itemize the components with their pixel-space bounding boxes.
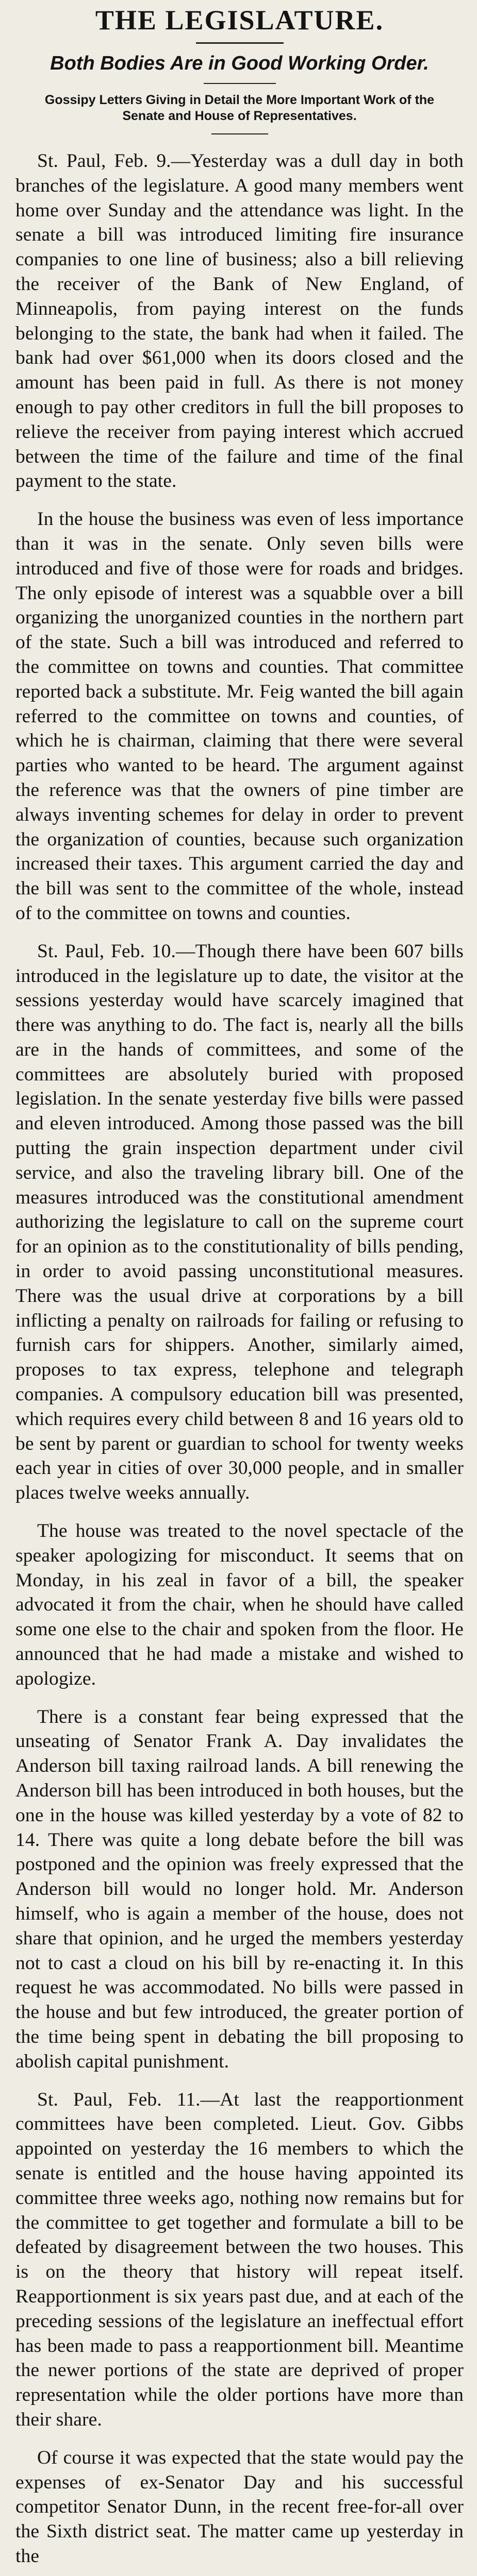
deck-rule [204, 83, 276, 84]
headline: THE LEGISLATURE. [95, 5, 384, 36]
headline-rule [196, 42, 284, 44]
subdeck-rule [211, 133, 268, 134]
paragraph: St. Paul, Feb. 10.—Though there have been 607 bills introduced in the legislature up to date, the visitor at the sessions yesterday would have scarcely imagined that there was anything to do. The fact is, nearly all the bills are in the hands of committees, and some of the committees are absolutely buried with proposed legislation. In the senate yesterday five bills were passed and eleven introduced. Among those passed was the bill putting the grain inspection department under civil service, and also the traveling library bill. One of the measures introduced was the constitutional amendment authorizing the legislature to call on the supreme court for an opinion as to the constitutionality of bills pending, in order to avoid passing unconstitutional measures. There was the usual drive at corporations by a bill inflicting a penalty on railroads for failing or refusing to furnish cars for shippers. Another, similarly aimed, proposes to tax express, telephone and telegraph companies. A compulsory education bill was presented, which requires every child between 8 and 16 years old to be sent by parent or guardian to school for twenty weeks each year in cities of over 30,000 people, and in smaller places twelve weeks annually. [15, 940, 464, 1504]
subdeck: Gossipy Letters Giving in Detail the More Important Work of the Senate and House of Representatives. [44, 93, 435, 123]
paragraph: In the house the business was even of less importance than it was in the senate. Only seven bills were introduced and five of those were for roads and bridges. The only episode of interest was a squabble over a bill organizing the unorganized counties in the northern part of the state. Such a bill was introduced and referred to the committee on towns and counties. That committee reported back a substitute. Mr. Feig wanted the bill again referred to the committee on towns and counties, of which he is chairman, claiming that there were several parties who wanted to be heard. The argument against the reference was that the owners of pine timber are always inventing schemes for delay in order to prevent the organization of counties, because such organization increased their taxes. This argument carried the day and the bill was sent to the committee of the whole, instead of to the committee on towns and counties. [15, 509, 464, 924]
paragraph: St. Paul, Feb. 9.—Yesterday was a dull day in both branches of the legislature. A good many members went home over Sunday and the attendance was light. In the senate a bill was introduced limiting fire insurance companies to one line of business; also a bill relieving the receiver of the Bank of New England, of Minneapolis, from paying interest on the funds belonging to the state, the bank had when it failed. The bank had over $61,000 when its doors closed and the amount has been paid in full. As there is not money enough to pay other creditors in full the bill proposes to relieve the receiver from paying interest which accrued between the time of the failure and time of the final payment to the state. [15, 150, 464, 492]
paragraph: Of course it was expected that the state would pay the expenses of ex-Senator Day and his successful competitor Senator Dunn, in the recent free-for-all over the Sixth district seat. The matter came up yesterday in the [15, 2447, 464, 2567]
paragraph: There is a constant fear being expressed that the unseating of Senator Frank A. Day invalidates the Anderson bill taxing railroad lands. A bill renewing the Anderson bill has been introduced in both houses, but the one in the house was killed yesterday by a vote of 82 to 14. There was quite a long debate before the bill was postponed and the opinion was freely expressed that the Anderson bill would no longer hold. Mr. Anderson himself, who is again a member of the house, does not share that opinion, and he urged the members yesterday not to cast a cloud on his bill by re-enacting it. In this request he was accommodated. No bills were passed in the house and but few introduced, the greater portion of the time being spent in debating the bill proposing to abolish capital punishment. [15, 1706, 464, 2072]
deck: Both Bodies Are in Good Working Order. [50, 53, 429, 74]
paragraph: The house was treated to the novel spectacle of the speaker apologizing for misconduct. It seems that on Monday, in his zeal in favor of a bill, the speaker advocated it from the chair, when he should have called some one else to the chair and spoken from the floor. He announced that he had made a mistake and wished to apologize. [15, 1520, 464, 1689]
paragraph: St. Paul, Feb. 11.—At last the reapportionment committees have been completed. Lieut. Gov. Gibbs appointed on yesterday the 16 members to which the senate is entitled and the house having appointed its committee three weeks ago, nothing now remains but for the committee to get together and formulate a bill to be defeated by disagreement between the two houses. This is on the theory that history will repeat itself. Reapportionment is six years past due, and at each of the preceding sessions of the legislature an ineffectual effort has been made to pass a reapportionment bill. Meantime the newer portions of the state are deprived of proper representation while the older portions have more than their share. [15, 2089, 464, 2430]
article-body [15, 149, 464, 2569]
